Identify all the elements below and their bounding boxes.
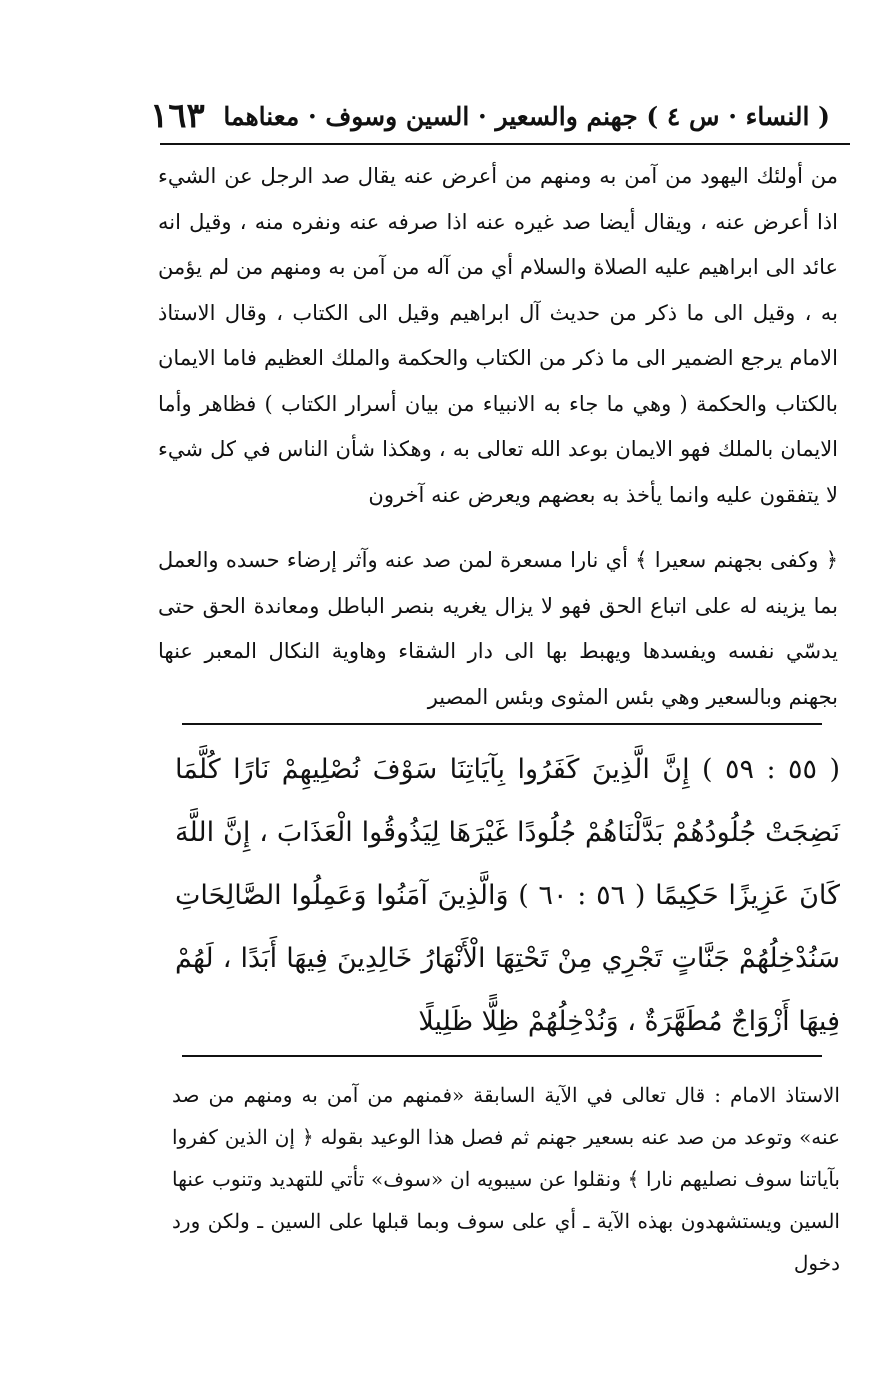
section-divider bbox=[182, 1055, 822, 1057]
section-divider bbox=[182, 723, 822, 725]
verses-text: ( ٥٥ : ٥٩ ) إِنَّ الَّذِينَ كَفَرُوا بِآيَاتِنَا سَوْفَ نُصْلِيهِمْ نَارًا كُلَّمَا نَضِجَتْ جُلُودُهُمْ بَدَّلْنَاهُمْ جُلُودًا غَيْرَهَا لِيَذُوقُوا الْعَذَابَ ، إِنَّ اللَّهَ كَانَ عَزِيزًا حَكِيمًا ( ٥٦ : ٦٠ ) وَالَّذِينَ آمَنُوا وَعَمِلُوا الصَّالِحَاتِ سَنُدْخِلُهُمْ جَنَّاتٍ تَجْرِي مِنْ تَحْتِهَا الْأَنْهَارُ خَالِدِينَ فِيهَا أَبَدًا ، لَهُمْ فِيهَا أَزْوَاجٌ مُطَهَّرَةٌ ، وَنُدْخِلُهُمْ ظِلًّا ظَلِيلًا bbox=[175, 754, 841, 1037]
page-number: ١٦٣ bbox=[150, 96, 205, 136]
footnote-paragraph bbox=[172, 1074, 840, 1284]
commentary-paragraph bbox=[158, 154, 838, 518]
page-header bbox=[150, 92, 830, 140]
quran-verses bbox=[175, 738, 840, 1053]
commentary-text: من أولئك اليهود من آمن به ومنهم من أعرض عنه يقال صد الرجل عن الشيء اذا أعرض عنه ، ويقال أيضا صد غيره عنه اذا صرفه عنه ونفره منه ، وقيل انه عائد الى ابراهيم عليه الصلاة والسلام أي من آله من آمن به ومنهم من لم يؤمن به ، وقيل الى ما ذكر من حديث آل ابراهيم وقيل الى الكتاب ، وقال الاستاذ الامام يرجع الضمير الى ما ذكر من الكتاب والحكمة والملك العظيم فاما الايمان بالكتاب والحكمة ( وهي ما جاء به الانبياء من بيان أسرار الكتاب ) فظاهر وأما الايمان بالملك فهو الايمان بوعد الله تعالى به ، وهكذا شأن الناس في كل شيء لا يتفقون عليه وانما يأخذ به بعضهم ويعرض عنه آخرون bbox=[158, 164, 838, 507]
header-rule bbox=[160, 143, 850, 145]
running-header-title: ( النساء · س ٤ ) جهنم والسعير · السين وسوف · معناهما bbox=[223, 101, 830, 131]
commentary-text: ﴿ وكفى بجهنم سعيرا ﴾ أي نارا مسعرة لمن صد عنه وآثر إرضاء حسده والعمل بما يزينه له على اتباع الحق فهو لا يزال يغريه بنصر الباطل ومعاندة الحق حتى يدسّي نفسه ويفسدها ويهبط بها الى دار الشقاء وهاوية النكال المعبر عنها بجهنم وبالسعير وهي بئس المثوى وبئس المصير bbox=[158, 548, 838, 709]
footnote-text: الاستاذ الامام : قال تعالى في الآية السابقة «فمنهم من آمن به ومنهم من صد عنه» وتوعد من صد عنه بسعير جهنم ثم فصل هذا الوعيد بقوله ﴿ إن الذين كفروا بآياتنا سوف نصليهم نارا ﴾ ونقلوا عن سيبويه ان «سوف» تأتي للتهديد وتنوب عنها السين ويستشهدون بهذه الآية ـ أي على سوف وبما قبلها على السين ـ ولكن ورد دخول bbox=[172, 1083, 840, 1275]
commentary-paragraph bbox=[158, 538, 838, 720]
